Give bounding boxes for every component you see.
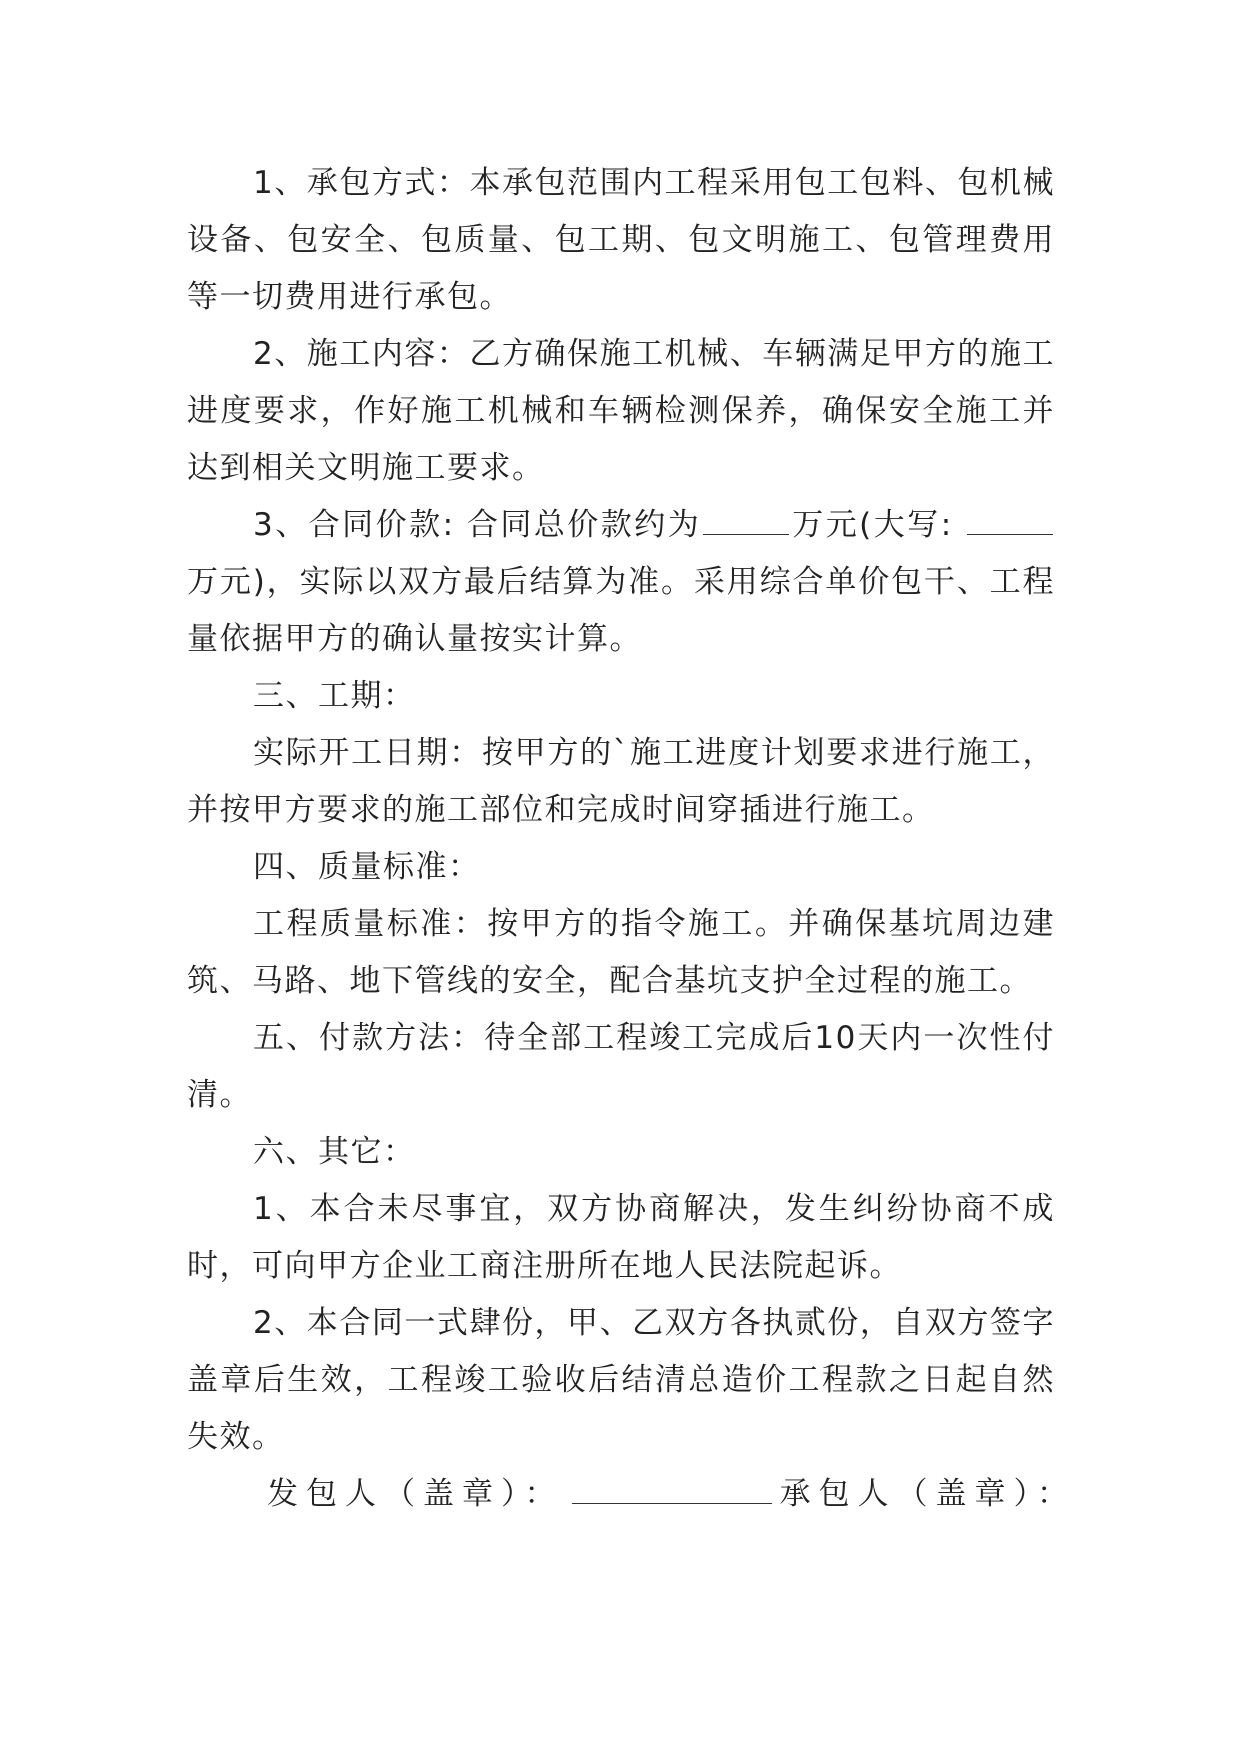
- price-amount-words-blank[interactable]: [967, 504, 1053, 535]
- other-item-copies: 2、本合同一式肆份，甲、乙双方各执贰份，自双方签字盖章后生效，工程竣工验收后结清总造价工程款之日起自然失效。: [187, 1305, 1055, 1455]
- section-body-schedule: 实际开工日期：按甲方的`施工进度计划要求进行施工，并按甲方要求的施工部位和完成时间穿插进行施工。: [187, 735, 1055, 828]
- section-body-quality: 工程质量标准：按甲方的指令施工。并确保基坑周边建筑、马路、地下管线的安全，配合基坑支护全过程的施工。: [187, 906, 1055, 999]
- other-item-dispute: 1、本合未尽事宜，双方协商解决，发生纠纷协商不成时，可向甲方企业工商注册所在地人民法院起诉。: [187, 1191, 1055, 1284]
- clause-contract-method: 1、承包方式：本承包范围内工程采用包工包料、包机械设备、包安全、包质量、包工期、包文明施工、包管理费用等一切费用进行承包。: [187, 165, 1055, 315]
- clause-contract-price: [187, 497, 1055, 668]
- clause-construction-content: 2、施工内容：乙方确保施工机械、车辆满足甲方的施工进度要求，作好施工机械和车辆检测保养，确保安全施工并达到相关文明施工要求。: [187, 336, 1055, 486]
- section-payment: 五、付款方法：待全部工程竣工完成后10天内一次性付清。: [187, 1020, 1055, 1113]
- section-heading-quality: 四、质量标准：: [253, 849, 481, 885]
- employer-seal-label: 发包人（盖章）：: [267, 1476, 564, 1512]
- section-heading-schedule: 三、工期：: [253, 678, 416, 714]
- price-clause-part2: 万元(大写:: [791, 507, 965, 543]
- price-clause-part1: 3、合同价款: 合同总价款约为: [253, 507, 702, 543]
- contract-body: [187, 155, 1076, 1523]
- section-heading-other: 六、其它：: [253, 1134, 416, 1170]
- contractor-seal-label: 承包人（盖章）：: [779, 1476, 1076, 1512]
- employer-seal-blank[interactable]: [572, 1473, 772, 1504]
- price-amount-blank[interactable]: [703, 504, 789, 535]
- signature-row: [187, 1466, 1076, 1523]
- price-clause-part3: 万元)，实际以双方最后结算为准。采用综合单价包干、工程量依据甲方的确认量按实计算。: [187, 564, 1055, 657]
